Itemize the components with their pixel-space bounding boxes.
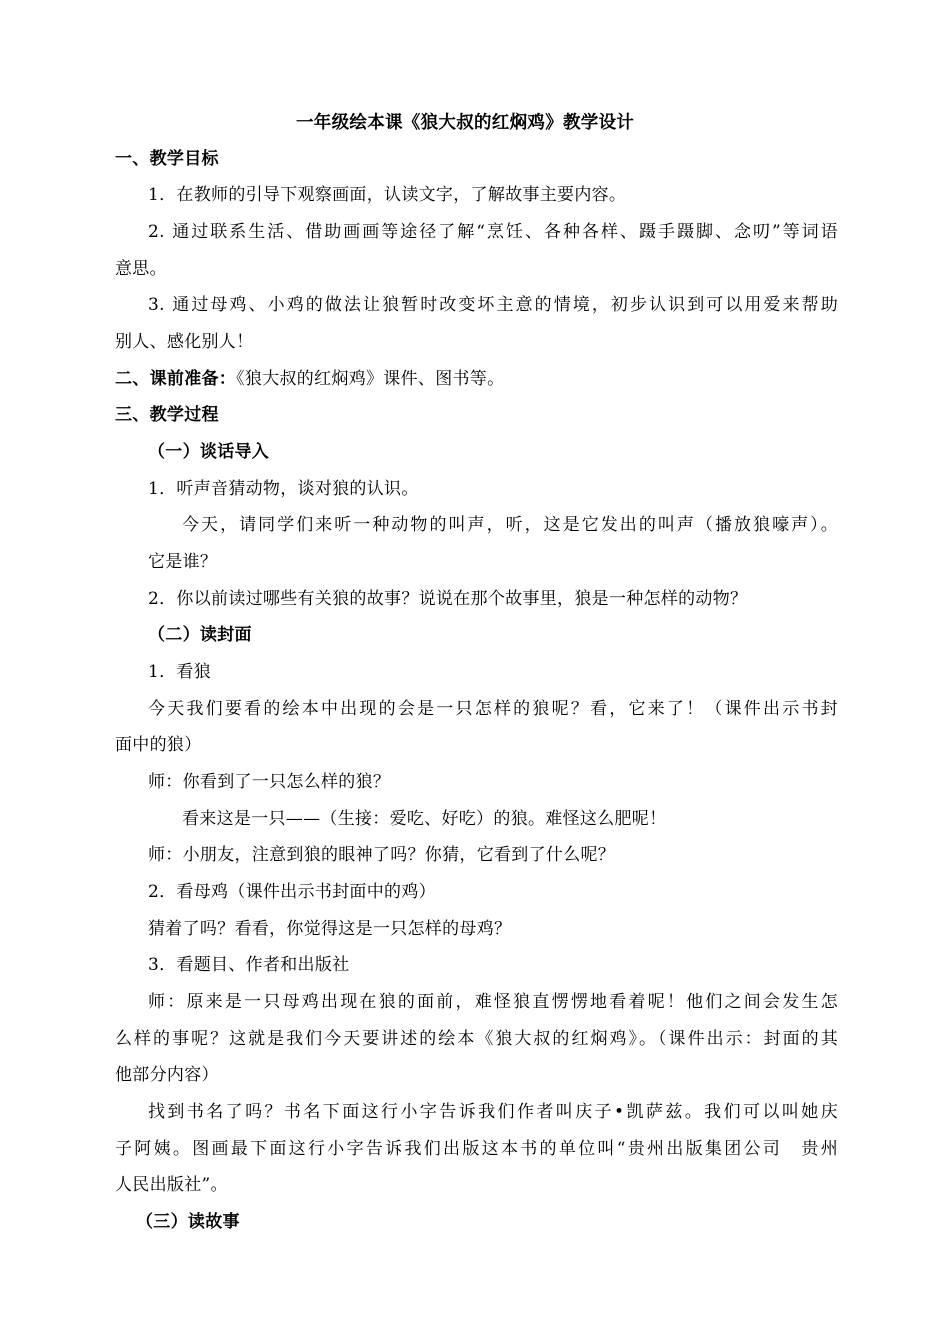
section-heading-process: 三、教学过程 (115, 405, 219, 425)
cover-paragraph-10-line-2: 子阿姨。图画最下面这行小字告诉我们出版这本书的单位叫“贵州出版集团公司 贵州 (115, 1139, 838, 1159)
cover-paragraph-9-line-2: 么样的事呢？这就是我们今天要讲述的绘本《狼大叔的红焖鸡》。（课件出示：封面的其 (115, 1029, 838, 1049)
intro-paragraph-1: 1．听声音猜动物，谈对狼的认识。 (148, 479, 419, 499)
cover-paragraph-4: 看来这是一只——（生接：爱吃、好吃）的狼。难怪这么肥呢！ (182, 809, 667, 829)
cover-paragraph-9-line-1: 师：原来是一只母鸡出现在狼的面前，难怪狼直愣愣地看着呢！他们之间会发生怎 (148, 992, 838, 1012)
cover-paragraph-8: 3．看题目、作者和出版社 (148, 955, 350, 975)
cover-paragraph-7: 猜着了吗？看看，你觉得这是一只怎样的母鸡？ (148, 919, 512, 939)
subsection-heading-intro: （一）谈话导入 (148, 442, 270, 462)
subsection-heading-cover: （二）读封面 (148, 625, 252, 645)
section-heading-objectives: 一、教学目标 (115, 149, 219, 169)
intro-paragraph-3: 2．你以前读过哪些有关狼的故事？说说在那个故事里，狼是一种怎样的动物？ (148, 589, 748, 609)
objective-item-2-line-1: 2. 通过联系生活、借助画画等途径了解“烹饪、各种各样、蹑手蹑脚、念叨”等词语 (148, 222, 838, 242)
preparation-text: 《狼大叔的红焖鸡》课件、图书等。 (236, 369, 505, 389)
cover-paragraph-2-line-2: 面中的狼） (115, 735, 202, 755)
objective-item-2-line-2: 意思。 (115, 259, 167, 279)
cover-paragraph-2-line-1: 今天我们要看的绘本中出现的会是一只怎样的狼呢？看，它来了！（课件出示书封 (148, 699, 838, 719)
intro-paragraph-2-line-1: 今天，请同学们来听一种动物的叫声，听，这是它发出的叫声（播放狼嚎声）。 (182, 515, 838, 535)
objective-item-1: 1．在教师的引导下观察画面，认读文字，了解故事主要内容。 (148, 185, 627, 205)
cover-paragraph-9-line-3: 他部分内容） (115, 1065, 219, 1085)
cover-paragraph-3: 师：你看到了一只怎么样的狼？ (148, 772, 391, 792)
preparation-line (115, 368, 504, 390)
intro-paragraph-2-line-2: 它是谁？ (148, 552, 218, 572)
cover-paragraph-6: 2．看母鸡（课件出示书封面中的鸡） (148, 882, 436, 902)
cover-paragraph-1: 1．看狼 (148, 662, 212, 682)
subsection-heading-story: （三）读故事 (136, 1212, 240, 1232)
cover-paragraph-10-line-1: 找到书名了吗？书名下面这行小字告诉我们作者叫庆子•凯萨兹。我们可以叫她庆 (148, 1102, 838, 1122)
cover-paragraph-5: 师：小朋友，注意到狼的眼神了吗？你猜，它看到了什么呢？ (148, 845, 616, 865)
cover-paragraph-10-line-3: 人民出版社”。 (115, 1175, 228, 1195)
objective-item-3-line-2: 别人、感化别人！ (115, 332, 254, 352)
section-heading-preparation: 二、课前准备： (115, 369, 237, 389)
document-title: 一年级绘本课《狼大叔的红焖鸡》教学设计 (296, 113, 635, 133)
objective-item-3-line-1: 3. 通过母鸡、小鸡的做法让狼暂时改变坏主意的情境，初步认识到可以用爱来帮助 (148, 295, 838, 315)
